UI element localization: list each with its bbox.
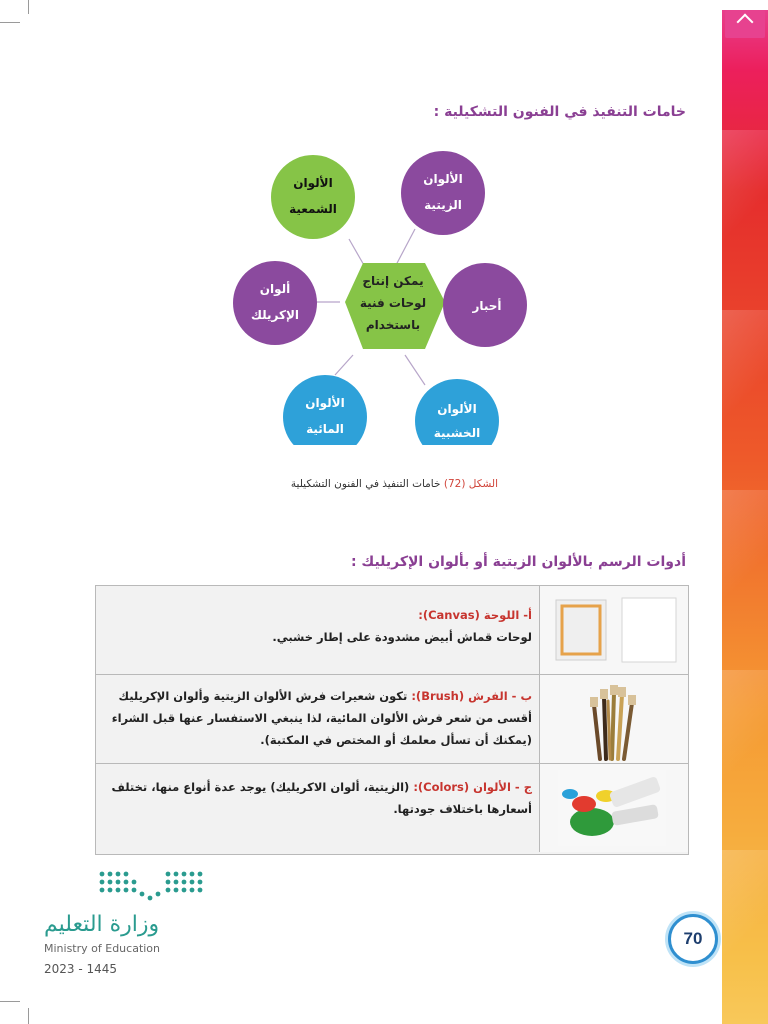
center-text-line: يمكن إنتاج [362, 274, 424, 288]
svg-text:الإكريلك: الإكريلك [250, 308, 300, 322]
svg-text:الألوان: الألوان [437, 402, 477, 416]
node-water-colors [283, 375, 367, 445]
connector-line [395, 229, 415, 267]
ministry-name-ar: وزارة التعليم [44, 912, 160, 937]
figure-caption [291, 478, 498, 490]
tool-body-brush: تكون شعيرات فرش الألوان الزيتية وألوان الإكريليك أقسى من شعر فرش الألوان المائية، لذا ينبغي الاستفسار عنها قبل الشراء (يمكنك أن تسأل معلمك أو المختص في المكتبة). [111, 689, 532, 747]
table-row [96, 764, 688, 852]
svg-text:الألوان: الألوان [293, 176, 333, 190]
node-acrylic-colors [233, 261, 317, 345]
paint-tubes-image [539, 764, 688, 852]
node-oil-colors [401, 151, 485, 235]
tool-body-canvas: لوحات قماش أبيض مشدودة على إطار خشبي. [272, 630, 532, 644]
center-text-line: باستخدام [365, 318, 421, 332]
materials-diagram [225, 145, 535, 445]
node-wood-colors [415, 379, 499, 445]
svg-text:أحبار: أحبار [472, 299, 502, 313]
ministry-name-en: Ministry of Education [44, 942, 161, 955]
page-number: 70 [668, 914, 718, 964]
svg-text:المائية: المائية [306, 422, 344, 436]
node-inks [443, 263, 527, 347]
node-wax-colors [271, 155, 355, 239]
svg-text:الألوان: الألوان [423, 172, 463, 186]
canvas-image [539, 586, 688, 674]
connector-line [335, 355, 353, 375]
figure-number: (72) [443, 478, 466, 490]
crop-mark [0, 22, 20, 23]
figure-word: الشكل [468, 478, 498, 490]
crop-mark [28, 1008, 29, 1024]
figure-caption-text: خامات التنفيذ في الفنون التشكيلية [290, 478, 441, 490]
svg-text:الزيتية: الزيتية [424, 198, 462, 212]
connector-line [405, 355, 425, 385]
side-color-band [722, 10, 768, 1024]
svg-text:ألوان: ألوان [259, 282, 291, 296]
svg-text:الشمعية: الشمعية [289, 202, 337, 216]
svg-text:الخشبية: الخشبية [433, 426, 481, 440]
connector-line [349, 239, 365, 267]
table-row [96, 675, 688, 764]
section-heading-materials: خامات التنفيذ في الفنون التشكيلية : [433, 104, 686, 120]
crop-mark [0, 1001, 20, 1002]
tool-title-brush: ب - الفرش (Brush): [411, 689, 532, 703]
tool-title-colors: ج - الألوان (Colors): [413, 780, 532, 794]
table-row [96, 586, 688, 675]
edition-year: 2023 - 1445 [44, 962, 118, 976]
tool-body-colors: (الزيتية، ألوان الاكريليك) يوجد عدة أنواع منها، تختلف أسعارها باختلاف جودتها. [111, 780, 532, 816]
band-tab [725, 10, 765, 38]
tool-title-canvas: أ- اللوحة (Canvas): [418, 608, 532, 622]
chevron-up-icon [737, 14, 754, 31]
ministry-logo-dots [98, 868, 208, 908]
crop-mark [28, 0, 29, 14]
section-heading-tools: أدوات الرسم بالألوان الزيتية أو بألوان الإكريليك : [350, 554, 686, 570]
center-text-line: لوحات فنية [359, 296, 427, 310]
tools-table [95, 585, 689, 855]
svg-text:الألوان: الألوان [305, 396, 345, 410]
brushes-image [539, 675, 688, 763]
